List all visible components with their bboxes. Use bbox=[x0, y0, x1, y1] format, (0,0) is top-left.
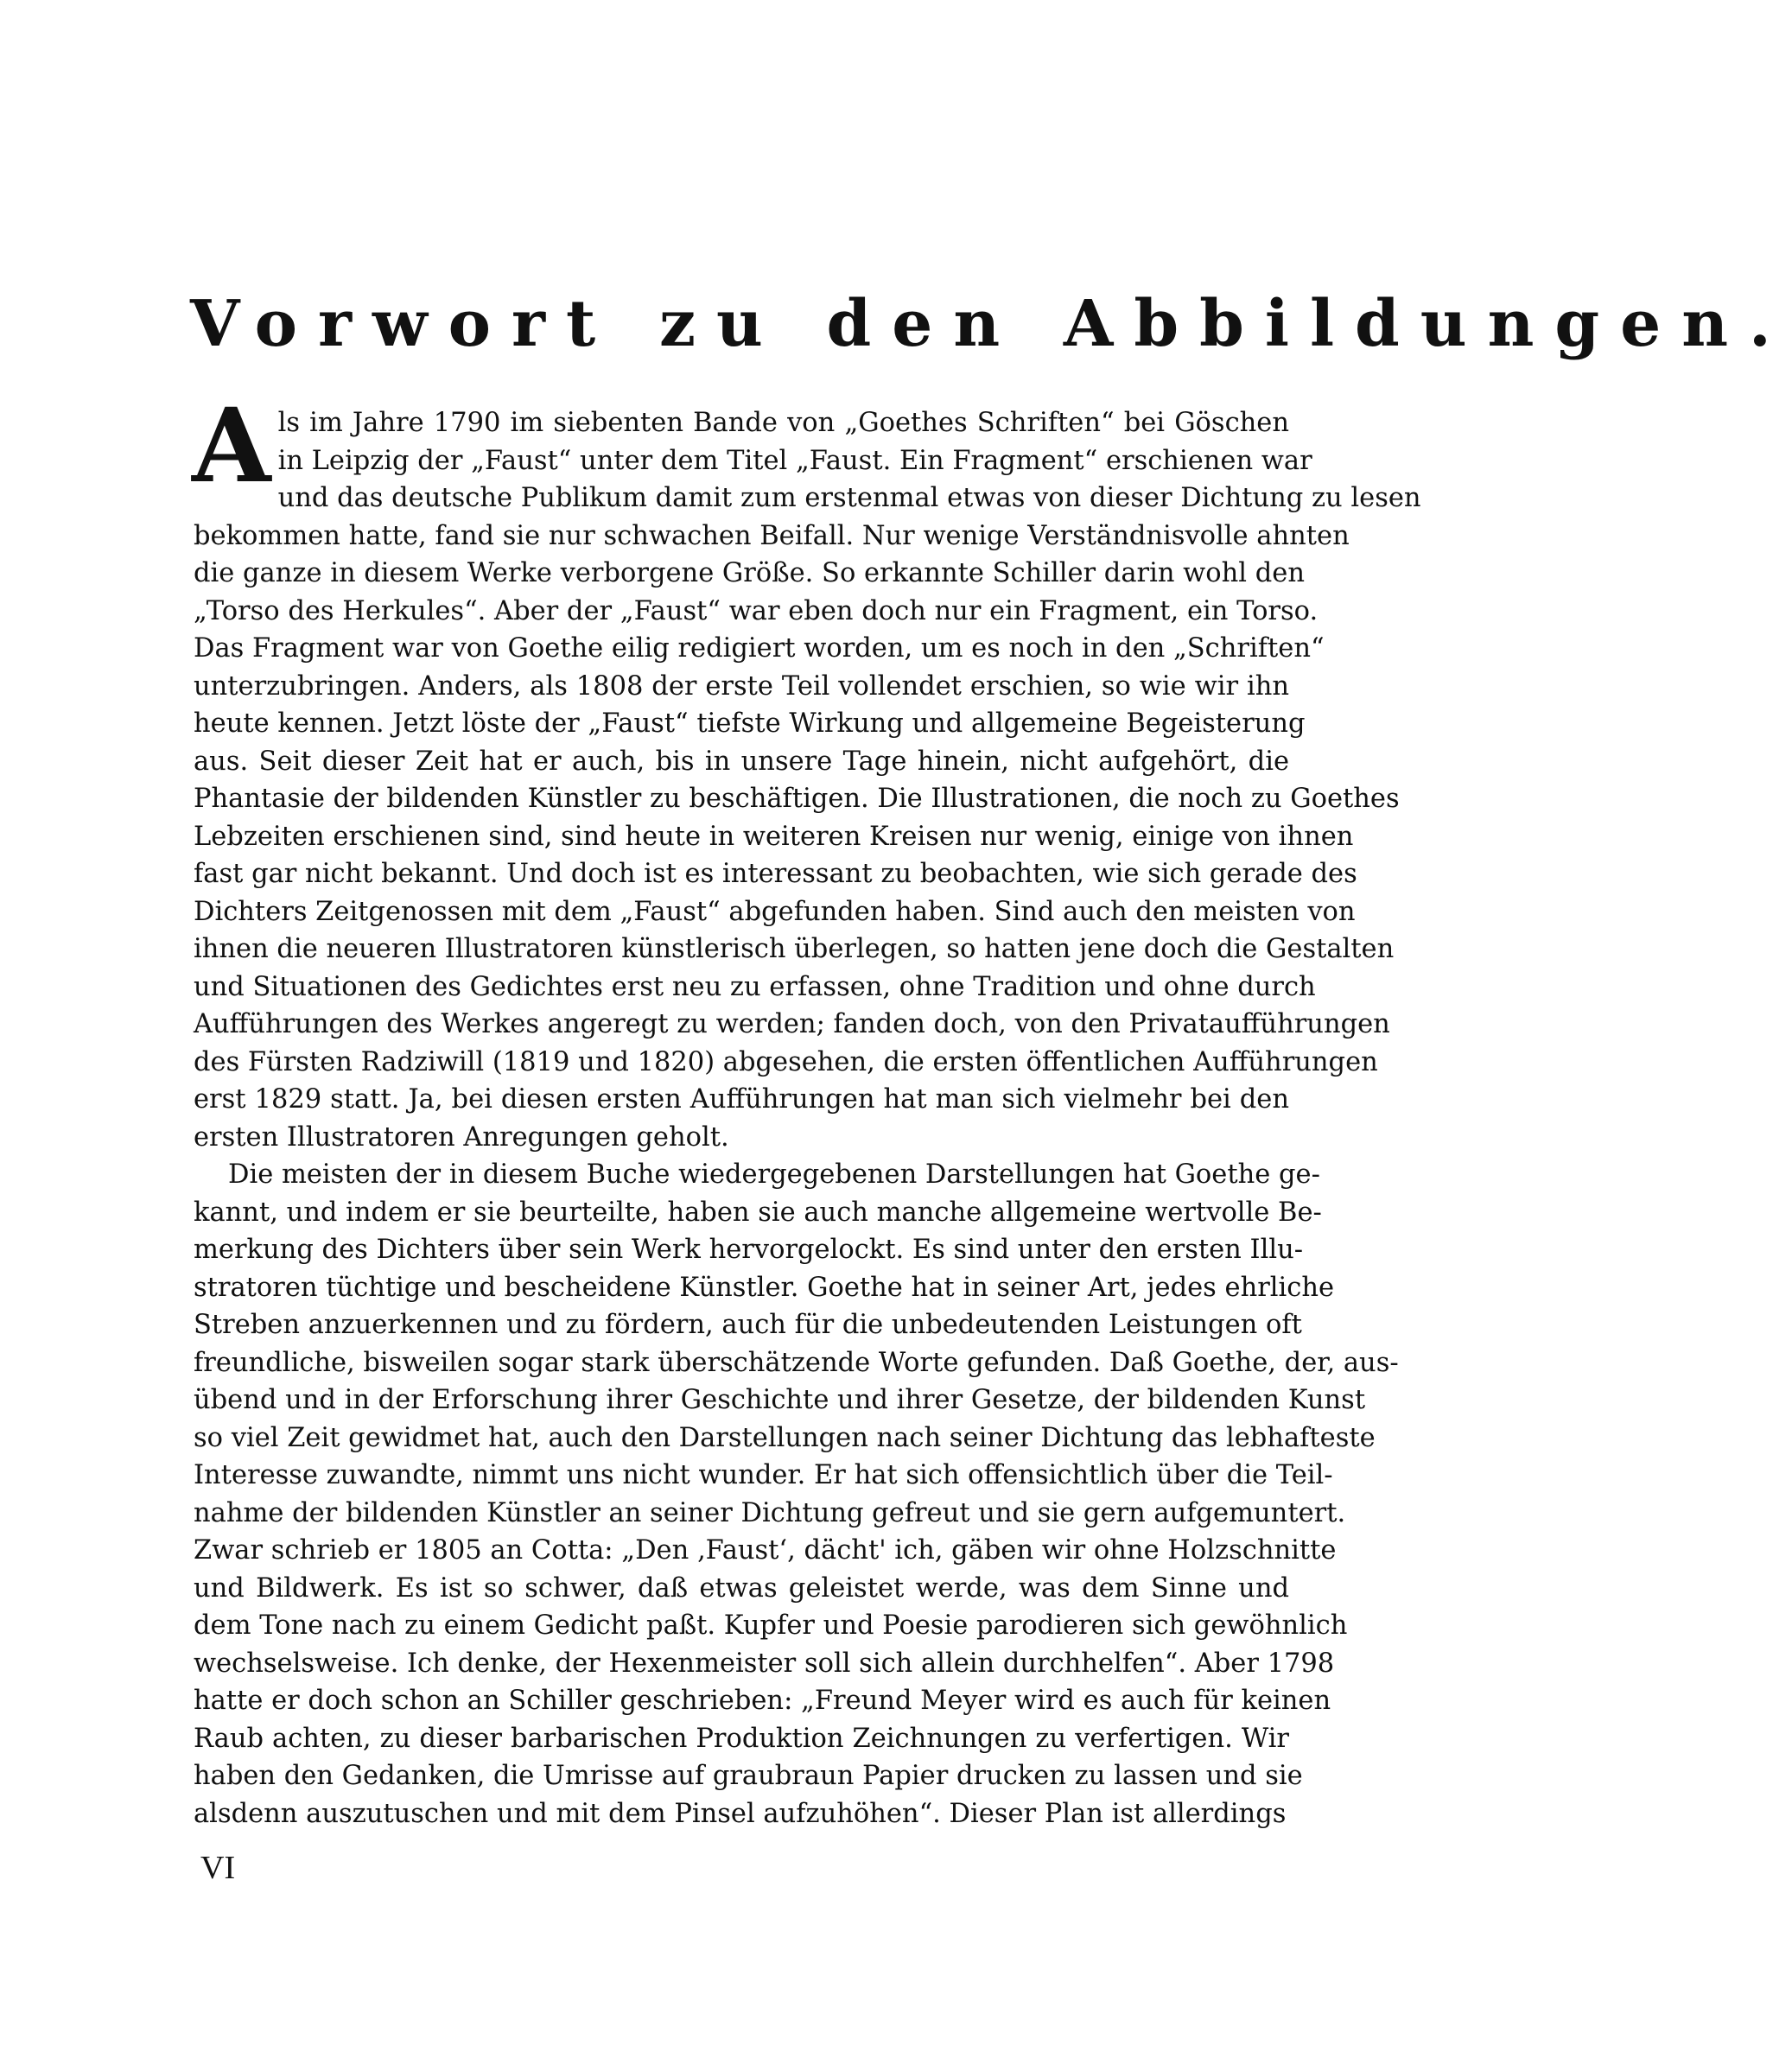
text-line: haben den Gedanken, die Umrisse auf graubraun Papier drucken zu lassen und sie bbox=[194, 1761, 1303, 1791]
text-line: ihnen die neueren Illustratoren künstlerisch überlegen, so hatten jene doch die Gestalten bbox=[194, 934, 1395, 964]
paragraph-2 bbox=[194, 1156, 1399, 1833]
text-line: die ganze in diesem Werke verborgene Größe. So erkannte Schiller darin wohl den bbox=[194, 558, 1305, 588]
text-line: und Bildwerk. Es ist so schwer, daß etwas geleistet werde, was dem Sinne und bbox=[194, 1572, 1289, 1604]
text-line: erst 1829 statt. Ja, bei diesen ersten Aufführungen hat man sich vielmehr bei den bbox=[194, 1084, 1289, 1115]
text-line: Dichters Zeitgenossen mit dem „Faust“ abgefunden haben. Sind auch den meisten von bbox=[194, 896, 1356, 927]
text-line: „Torso des Herkules“. Aber der „Faust“ war eben doch nur ein Fragment, ein Torso. bbox=[194, 595, 1319, 626]
text-line: ls im Jahre 1790 im siebenten Bande von „Goethes Schriften“ bei Göschen bbox=[277, 408, 1289, 438]
text-line: Phantasie der bildenden Künstler zu beschäftigen. Die Illustrationen, die noch zu Goethes bbox=[194, 784, 1400, 814]
text-line: Interesse zuwandte, nimmt uns nicht wunder. Er hat sich offensichtlich über die Teil- bbox=[194, 1460, 1333, 1490]
page-number: VI bbox=[200, 1850, 236, 1886]
body-text bbox=[192, 385, 1421, 1833]
text-line: kannt, und indem er sie beurteilte, haben sie auch manche allgemeine wertvolle Be- bbox=[194, 1197, 1322, 1228]
text-line: hatte er doch schon an Schiller geschrieben: „Freund Meyer wird es auch für keinen bbox=[194, 1686, 1331, 1716]
text-line: alsdenn auszutuschen und mit dem Pinsel aufzuhöhen“. Dieser Plan ist allerdings bbox=[194, 1798, 1287, 1829]
text-line: übend und in der Erforschung ihrer Geschichte und ihrer Gesetze, der bildenden Kunst bbox=[194, 1385, 1366, 1415]
text-line: des Fürsten Radziwill (1819 und 1820) abgesehen, die ersten öffentlichen Aufführungen bbox=[194, 1046, 1378, 1077]
text-line: dem Tone nach zu einem Gedicht paßt. Kupfer und Poesie parodieren sich gewöhnlich bbox=[194, 1610, 1348, 1641]
text-line: stratoren tüchtige und bescheidene Künstler. Goethe hat in seiner Art, jedes ehrliche bbox=[194, 1272, 1335, 1303]
text-line: und Situationen des Gedichtes erst neu zu erfassen, ohne Tradition und ohne durch bbox=[194, 971, 1316, 1002]
page-title: Vorwort zu den Abbildungen. bbox=[190, 287, 1792, 361]
text-line: Die meisten der in diesem Buche wiedergegebenen Darstellungen hat Goethe ge- bbox=[228, 1159, 1320, 1190]
text-line: Raub achten, zu dieser barbarischen Produktion Zeichnungen zu verfertigen. Wir bbox=[194, 1723, 1289, 1754]
text-line: ersten Illustratoren Anregungen geholt. bbox=[194, 1121, 729, 1153]
text-line: Aufführungen des Werkes angeregt zu werden; fanden doch, von den Privataufführungen bbox=[194, 1009, 1390, 1039]
text-line: so viel Zeit gewidmet hat, auch den Darstellungen nach seiner Dichtung das lebhafteste bbox=[194, 1422, 1376, 1453]
drop-capital: A bbox=[192, 385, 271, 505]
paragraph-1 bbox=[192, 385, 1421, 1156]
text-line: Streben anzuerkennen und zu fördern, auch für die unbedeutenden Leistungen oft bbox=[194, 1310, 1302, 1340]
text-line: Lebzeiten erschienen sind, sind heute in weiteren Kreisen nur wenig, einige von ihnen bbox=[194, 821, 1354, 852]
text-line: und das deutsche Publikum damit zum erstenmal etwas von dieser Dichtung zu lesen bbox=[277, 483, 1421, 513]
text-line: Das Fragment war von Goethe eilig redigiert worden, um es noch in den „Schriften“ bbox=[194, 633, 1325, 664]
text-line: Zwar schrieb er 1805 an Cotta: „Den ‚Faust‘, dächt' ich, gäben wir ohne Holzschnitte bbox=[194, 1535, 1337, 1566]
text-line: in Leipzig der „Faust“ unter dem Titel „Faust. Ein Fragment“ erschienen war bbox=[277, 445, 1312, 476]
text-line: merkung des Dichters über sein Werk hervorgelockt. Es sind unter den ersten Illu- bbox=[194, 1235, 1304, 1265]
text-line: freundliche, bisweilen sogar stark überschätzende Worte gefunden. Daß Goethe, der, aus- bbox=[194, 1347, 1399, 1378]
text-line: nahme der bildenden Künstler an seiner Dichtung gefreut und sie gern aufgemuntert. bbox=[194, 1497, 1346, 1528]
text-line: heute kennen. Jetzt löste der „Faust“ tiefste Wirkung und allgemeine Begeisterung bbox=[194, 708, 1306, 739]
text-line: unterzubringen. Anders, als 1808 der erste Teil vollendet erschien, so wie wir ihn bbox=[194, 670, 1289, 702]
text-line: aus. Seit dieser Zeit hat er auch, bis in unsere Tage hinein, nicht aufgehört, die bbox=[194, 746, 1289, 777]
text-line: wechselsweise. Ich denke, der Hexenmeister soll sich allein durchhelfen“. Aber 1798 bbox=[194, 1648, 1335, 1679]
text-line: bekommen hatte, fand sie nur schwachen Beifall. Nur wenige Verständnisvolle ahnten bbox=[194, 520, 1350, 551]
text-line: fast gar nicht bekannt. Und doch ist es interessant zu beobachten, wie sich gerade des bbox=[194, 859, 1357, 889]
